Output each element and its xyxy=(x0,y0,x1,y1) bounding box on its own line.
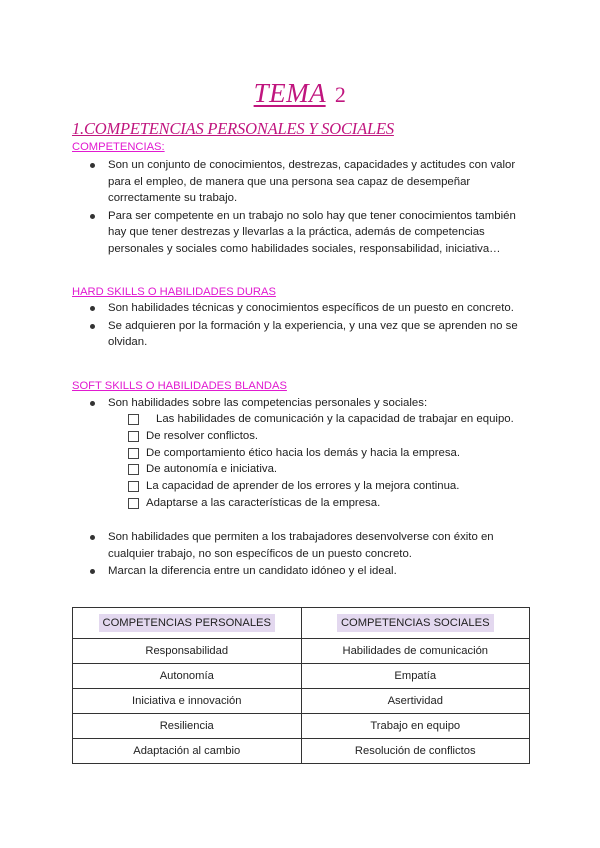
bullet-icon xyxy=(90,163,95,168)
page-title xyxy=(0,78,600,109)
bullet-icon xyxy=(90,401,95,406)
soft-skills-checklist xyxy=(128,411,528,512)
list-item: Son habilidades técnicas y conocimientos específicos de un puesto en concreto. xyxy=(90,300,530,317)
table-header-row xyxy=(73,608,530,639)
table-row xyxy=(73,639,530,664)
checkbox-icon xyxy=(128,464,139,475)
table-row xyxy=(73,739,530,764)
table-header: COMPETENCIAS SOCIALES xyxy=(301,608,530,639)
checklist-item: Las habilidades de comunicación y la capacidad de trabajar en equipo. xyxy=(128,411,528,428)
list-item: Son habilidades sobre las competencias personales y sociales: xyxy=(90,395,530,412)
bullet-icon xyxy=(90,324,95,329)
table-header: COMPETENCIAS PERSONALES xyxy=(73,608,302,639)
section-heading: 1.COMPETENCIAS PERSONALES Y SOCIALES xyxy=(72,119,394,138)
competencias-table xyxy=(72,607,530,764)
checkbox-icon xyxy=(128,431,139,442)
checklist-item: Adaptarse a las características de la empresa. xyxy=(128,495,528,512)
hard-skills-label: HARD SKILLS O HABILIDADES DURAS xyxy=(72,286,276,298)
bullet-icon xyxy=(90,214,95,219)
table-cell: Asertividad xyxy=(301,689,530,714)
competencias-label: COMPETENCIAS: xyxy=(72,141,165,153)
checklist-item: De autonomía e iniciativa. xyxy=(128,461,528,478)
checklist-item: De resolver conflictos. xyxy=(128,428,528,445)
hard-skills-list xyxy=(90,300,530,352)
list-item: Para ser competente en un trabajo no solo hay que tener conocimientos también hay que tener destrezas y llevarlas a la práctica, además de competencias personales y sociales como habilidades sociales, responsabilidad, iniciativa… xyxy=(90,208,530,258)
checklist-item: De comportamiento ético hacia los demás y hacia la empresa. xyxy=(128,445,528,462)
table-cell: Responsabilidad xyxy=(73,639,302,664)
table-cell: Adaptación al cambio xyxy=(73,739,302,764)
soft-skills-label: SOFT SKILLS O HABILIDADES BLANDAS xyxy=(72,380,287,392)
table-cell: Resolución de conflictos xyxy=(301,739,530,764)
list-item: Marcan la diferencia entre un candidato idóneo y el ideal. xyxy=(90,563,530,580)
list-item: Son habilidades que permiten a los trabajadores desenvolverse con éxito en cualquier trabajo, no son específicos de un puesto concreto. xyxy=(90,529,530,562)
list-item: Se adquieren por la formación y la experiencia, y una vez que se aprenden no se olvidan. xyxy=(90,318,530,351)
checklist-item: La capacidad de aprender de los errores y la mejora continua. xyxy=(128,478,528,495)
table-row xyxy=(73,714,530,739)
checkbox-icon xyxy=(128,498,139,509)
competencias-list xyxy=(90,157,530,258)
checkbox-icon xyxy=(128,481,139,492)
table-row xyxy=(73,664,530,689)
title-text: TEMA xyxy=(253,78,326,108)
table-cell: Autonomía xyxy=(73,664,302,689)
soft-skills-list xyxy=(90,529,530,581)
table-row xyxy=(73,689,530,714)
checkbox-icon xyxy=(128,448,139,459)
list-item: Son un conjunto de conocimientos, destrezas, capacidades y actitudes con valor para el empleo, de manera que una persona sea capaz de desempeñar correctamente su trabajo. xyxy=(90,157,530,207)
bullet-icon xyxy=(90,535,95,540)
checkbox-icon xyxy=(128,414,139,425)
table-cell: Resiliencia xyxy=(73,714,302,739)
table-cell: Empatía xyxy=(301,664,530,689)
bullet-icon xyxy=(90,569,95,574)
soft-skills-intro-list xyxy=(90,395,530,413)
table-cell: Trabajo en equipo xyxy=(301,714,530,739)
bullet-icon xyxy=(90,306,95,311)
table-cell: Iniciativa e innovación xyxy=(73,689,302,714)
title-number: 2 xyxy=(334,82,347,107)
table-cell: Habilidades de comunicación xyxy=(301,639,530,664)
